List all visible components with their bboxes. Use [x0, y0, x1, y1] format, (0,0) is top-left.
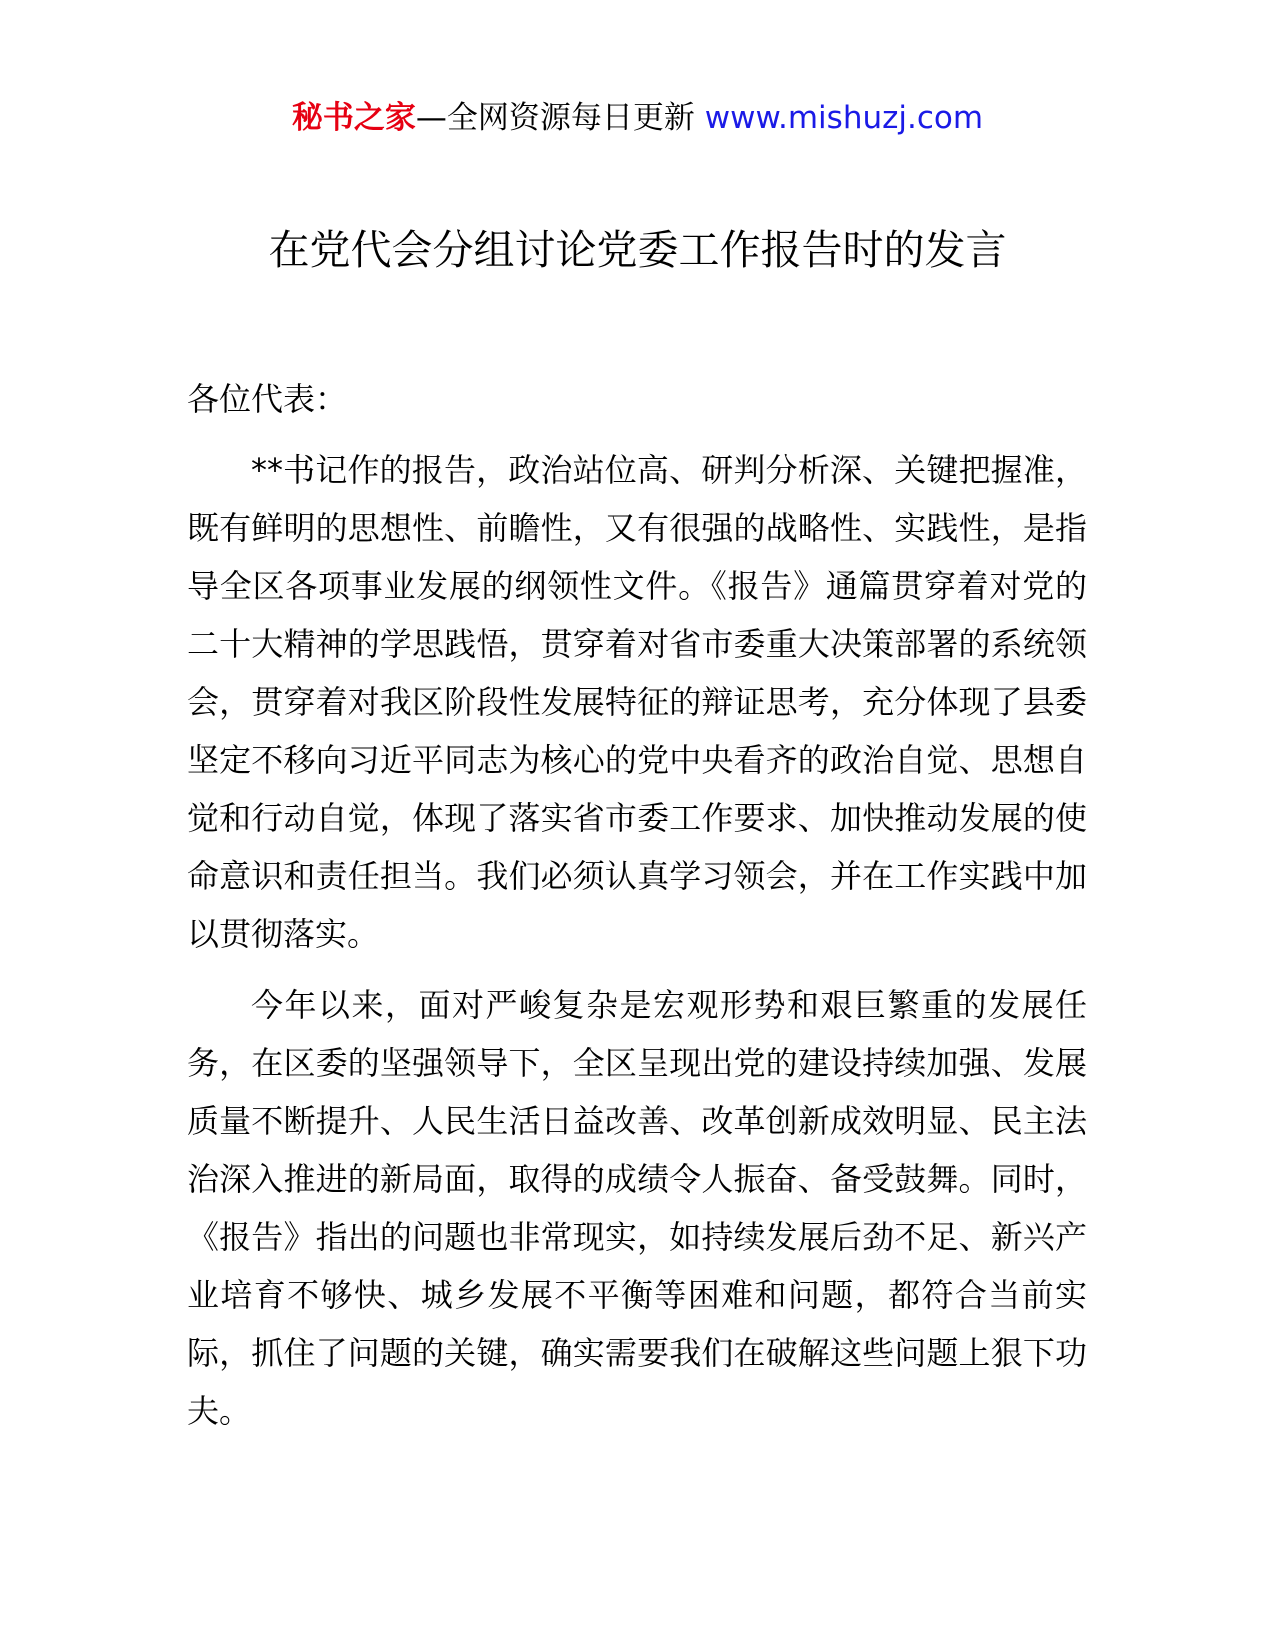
paragraph-1: **书记作的报告，政治站位高、研判分析深、关键把握准，既有鲜明的思想性、前瞻性，又有很强的战略性、实践性，是指导全区各项事业发展的纲领性文件。《报告》通篇贯穿着对党的二十大精神的学思践悟，贯穿着对省市委重大决策部署的系统领会，贯穿着对我区阶段性发展特征的辩证思考，充分体现了县委坚定不移向习近平同志为核心的党中央看齐的政治自觉、思想自觉和行动自觉，体现了落实省市委工作要求、加快推动发展的使命意识和责任担当。我们必须认真学习领会，并在工作实践中加以贯彻落实。 [187, 451, 1087, 953]
salutation: 各位代表： [187, 380, 348, 418]
header-slogan: —全网资源每日更新 [415, 100, 695, 136]
paragraph-2: 今年以来，面对严峻复杂是宏观形势和艰巨繁重的发展任务，在区委的坚强领导下，全区呈现出党的建设持续加强、发展质量不断提升、人民生活日益改善、改革创新成效明显、民主法治深入推进的新局面，取得的成绩令人振奋、备受鼓舞。同时，《报告》指出的问题也非常现实，如持续发展后劲不足、新兴产业培育不够快、城乡发展不平衡等困难和问题，都符合当前实际，抓住了问题的关键，确实需要我们在破解这些问题上狠下功夫。 [187, 986, 1087, 1430]
document-title: 在党代会分组讨论党委工作报告时的发言 [268, 226, 1007, 274]
document-body [187, 370, 1087, 1453]
brand-name: 秘书之家 [291, 100, 416, 136]
site-url-link[interactable]: www.mishuzj.com [704, 100, 984, 136]
site-header [0, 98, 1275, 138]
